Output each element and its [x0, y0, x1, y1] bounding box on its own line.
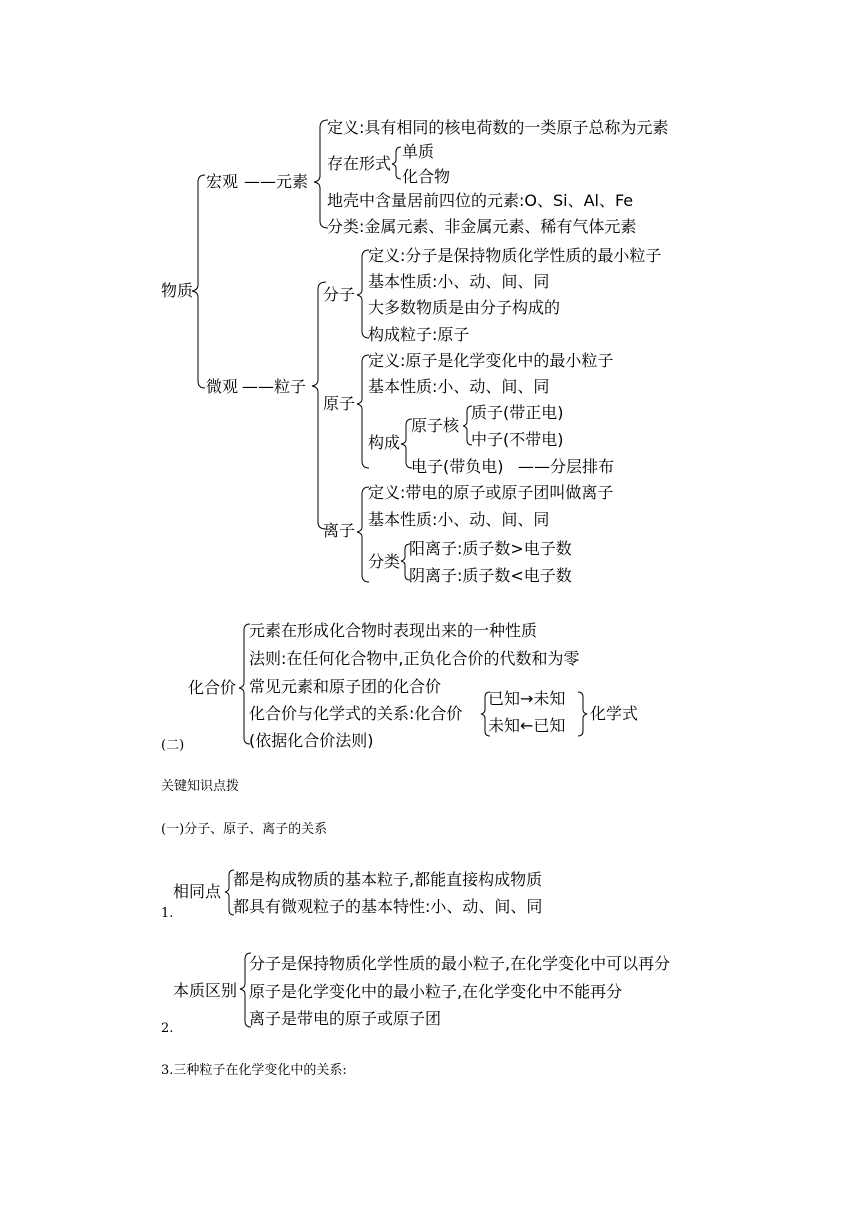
valence-relation-target: 化学式 [590, 704, 639, 723]
macro-link: ——元素 [244, 172, 309, 191]
valence-label: 化合价 [188, 678, 237, 697]
element-crust: 地壳中含量居前四位的元素:O、Si、Al、Fe [327, 191, 634, 210]
atom-composition-label: 构成 [368, 433, 401, 452]
ion-label: 离子 [323, 521, 356, 540]
element-definition: 定义:具有相同的核电荷数的一类原子总称为元素 [327, 118, 669, 137]
molecule-item-4: 构成粒子:原子 [368, 325, 470, 344]
item-3: 3.三种粒子在化学变化中的关系: [161, 1063, 347, 1078]
atom-electron: 电子(带负电) [411, 457, 504, 476]
section-heading: 关键知识点拨 [161, 779, 240, 794]
valence-relation-1: 已知→未知 [488, 689, 566, 708]
micro-label: 微观 [206, 377, 239, 396]
valence-item-3: 常见元素和原子团的化合价 [249, 677, 442, 696]
forms-brace [392, 147, 401, 179]
diff-item-1: 分子是保持物质化学性质的最小粒子,在化学变化中可以再分 [249, 954, 671, 973]
valence-relation-2: 未知←已知 [488, 716, 566, 735]
element-classes: 分类:金属元素、非金属元素、稀有气体元素 [327, 217, 637, 236]
ion-anion: 阴离子:质子数<电子数 [409, 566, 572, 585]
diff-item-2: 原子是化学变化中的最小粒子,在化学变化中不能再分 [249, 982, 623, 1001]
nucleus-label: 原子核 [411, 416, 460, 435]
molecule-item-3: 大多数物质是由分子构成的 [368, 298, 561, 317]
same-item-1: 都是构成物质的基本粒子,都能直接构成物质 [233, 870, 543, 889]
ion-definition: 定义:带电的原子或原子团叫做离子 [368, 483, 614, 502]
diff-label: 本质区别 [173, 981, 238, 1000]
micro-link: ——粒子 [242, 377, 307, 396]
atom-definition: 定义:原子是化学变化中的最小粒子 [368, 351, 614, 370]
root-brace [192, 175, 205, 388]
element-form-2: 化合物 [402, 167, 451, 186]
element-form-1: 单质 [402, 142, 435, 161]
section-subheading: (一)分子、原子、离子的关系 [161, 822, 328, 837]
ion-classes-label: 分类 [368, 552, 401, 571]
atom-label: 原子 [323, 394, 356, 413]
valence-relation-prefix: 化合价与化学式的关系:化合价 [249, 704, 463, 723]
root-label: 物质 [161, 281, 194, 300]
relation-right-brace [578, 692, 587, 736]
ion-cation: 阳离子:质子数>电子数 [409, 539, 572, 558]
valence-item-1: 元素在形成化合物时表现出来的一种性质 [249, 621, 538, 640]
element-brace [314, 120, 328, 228]
nucleus-neutron: 中子(不带电) [471, 430, 564, 449]
atom-electron-link: ——分层排布 [518, 457, 615, 476]
molecule-item-2: 基本性质:小、动、间、同 [368, 272, 550, 291]
macro-label: 宏观 [206, 172, 239, 191]
diff-item-3: 离子是带电的原子或原子团 [249, 1009, 442, 1028]
ion-properties: 基本性质:小、动、间、同 [368, 510, 550, 529]
same-item-2: 都具有微观粒子的基本特性:小、动、间、同 [233, 897, 543, 916]
element-forms-label: 存在形式 [327, 154, 392, 173]
item-number-2: 2. [161, 1021, 174, 1036]
atom-properties: 基本性质:小、动、间、同 [368, 377, 550, 396]
same-label: 相同点 [173, 882, 222, 901]
section-marker-2: (二) [161, 738, 185, 753]
valence-item-2: 法则:在任何化合物中,正负化合价的代数和为零 [249, 649, 580, 668]
nucleus-proton: 质子(带正电) [471, 403, 564, 422]
item-number-1: 1. [161, 906, 174, 921]
valence-basis: (依据化合价法则) [249, 731, 374, 750]
molecule-label: 分子 [323, 285, 356, 304]
molecule-item-1: 定义:分子是保持物质化学性质的最小粒子 [368, 246, 662, 265]
